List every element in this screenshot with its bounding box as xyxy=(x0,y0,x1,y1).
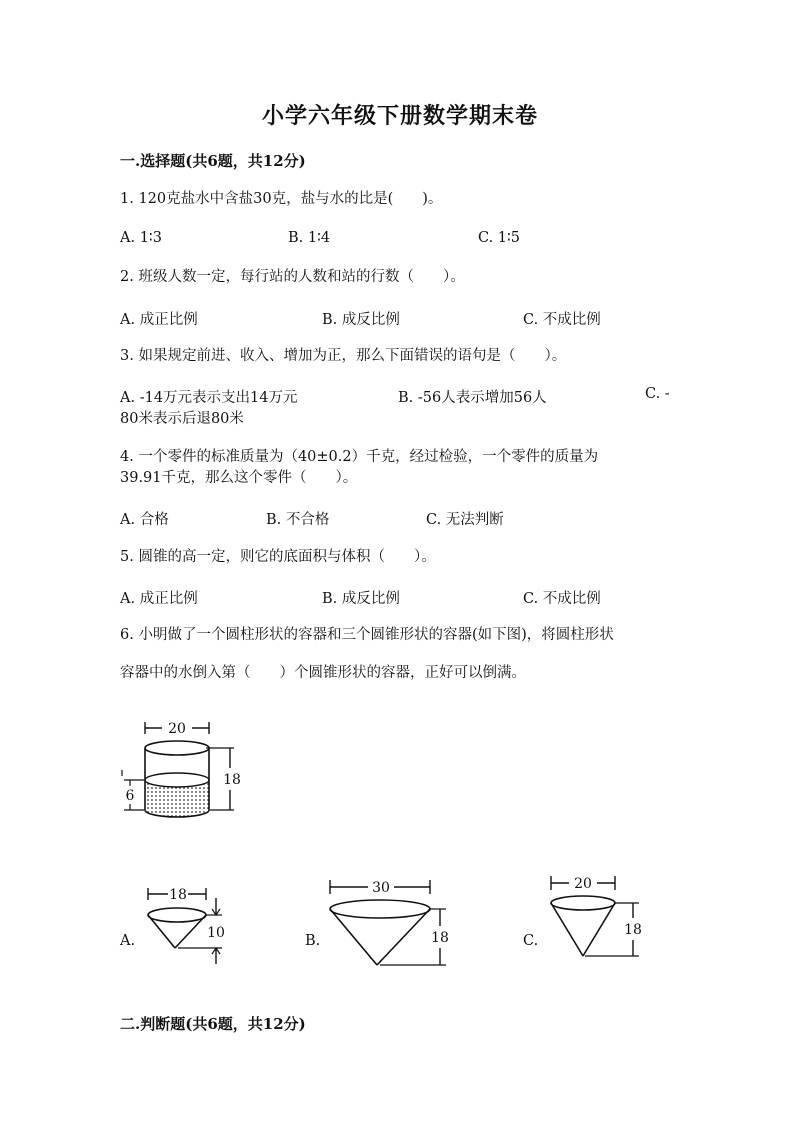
page-title: 小学六年级下册数学期末卷 xyxy=(261,103,538,129)
question-1-option-b: B. 1∶4 xyxy=(288,230,331,246)
question-2-option-b: B. 成反比例 xyxy=(322,312,400,328)
question-6-option-c: C. xyxy=(523,933,539,949)
cylinder-water-label: 6 xyxy=(125,788,135,804)
question-6-option-b: B. xyxy=(305,933,321,949)
question-3-option-c-continued: 80米表示后退80米 xyxy=(120,411,244,427)
cone-b-diameter-label: 30 xyxy=(372,880,390,896)
question-4-stem-line-1: 4. 一个零件的标准质量为（40±0.2）千克，经过检验，一个零件的质量为 xyxy=(120,449,599,465)
cylinder-figure xyxy=(118,718,248,828)
question-1-stem: 1. 120克盐水中含盐30克，盐与水的比是( )。 xyxy=(120,191,443,207)
cone-b-height-label: 18 xyxy=(431,930,449,946)
question-5-option-c: C. 不成比例 xyxy=(523,591,601,607)
question-4-option-a: A. 合格 xyxy=(120,512,169,528)
cone-a-height-label: 10 xyxy=(207,925,225,941)
section-heading-judgement: 二.判断题(共6题，共12分) xyxy=(120,1015,306,1033)
cone-a-figure xyxy=(140,884,240,969)
question-5-option-a: A. 成正比例 xyxy=(120,591,198,607)
question-3-option-a: A. -14万元表示支出14万元 xyxy=(120,390,298,406)
question-3-stem: 3. 如果规定前进、收入、增加为正，那么下面错误的语句是（ ）。 xyxy=(120,348,567,364)
cone-c-diameter-label: 20 xyxy=(574,876,592,892)
question-3-option-c: C. - xyxy=(645,386,670,402)
question-3-option-b: B. -56人表示增加56人 xyxy=(398,390,547,406)
cylinder-diameter-label: 20 xyxy=(168,721,186,737)
question-4-stem-line-2: 39.91千克，那么这个零件（ ）。 xyxy=(120,470,358,486)
question-4-option-b: B. 不合格 xyxy=(266,512,330,528)
question-2-option-a: A. 成正比例 xyxy=(120,312,198,328)
question-5-option-b: B. 成反比例 xyxy=(322,591,400,607)
question-6-option-a: A. xyxy=(120,933,136,949)
cone-c-height-label: 18 xyxy=(624,922,642,938)
question-1-option-c: C. 1∶5 xyxy=(478,230,521,246)
question-2-option-c: C. 不成比例 xyxy=(523,312,601,328)
cone-a-diameter-label: 18 xyxy=(169,887,187,903)
question-6-stem-line-1: 6. 小明做了一个圆柱形状的容器和三个圆锥形状的容器(如下图)，将圆柱形状 xyxy=(120,627,614,643)
cone-b-figure xyxy=(322,876,452,971)
section-heading-choice: 一.选择题(共6题，共12分) xyxy=(120,152,306,170)
question-5-stem: 5. 圆锥的高一定，则它的底面积与体积（ ）。 xyxy=(120,549,436,565)
cylinder-height-label: 18 xyxy=(223,772,241,788)
question-6-stem-line-2: 容器中的水倒入第（ ）个圆锥形状的容器，正好可以倒满。 xyxy=(120,665,526,681)
question-1-option-a: A. 1∶3 xyxy=(120,230,162,246)
question-2-stem: 2. 班级人数一定，每行站的人数和站的行数（ ）。 xyxy=(120,269,465,285)
question-4-option-c: C. 无法判断 xyxy=(426,512,504,528)
cone-c-figure xyxy=(545,872,650,964)
